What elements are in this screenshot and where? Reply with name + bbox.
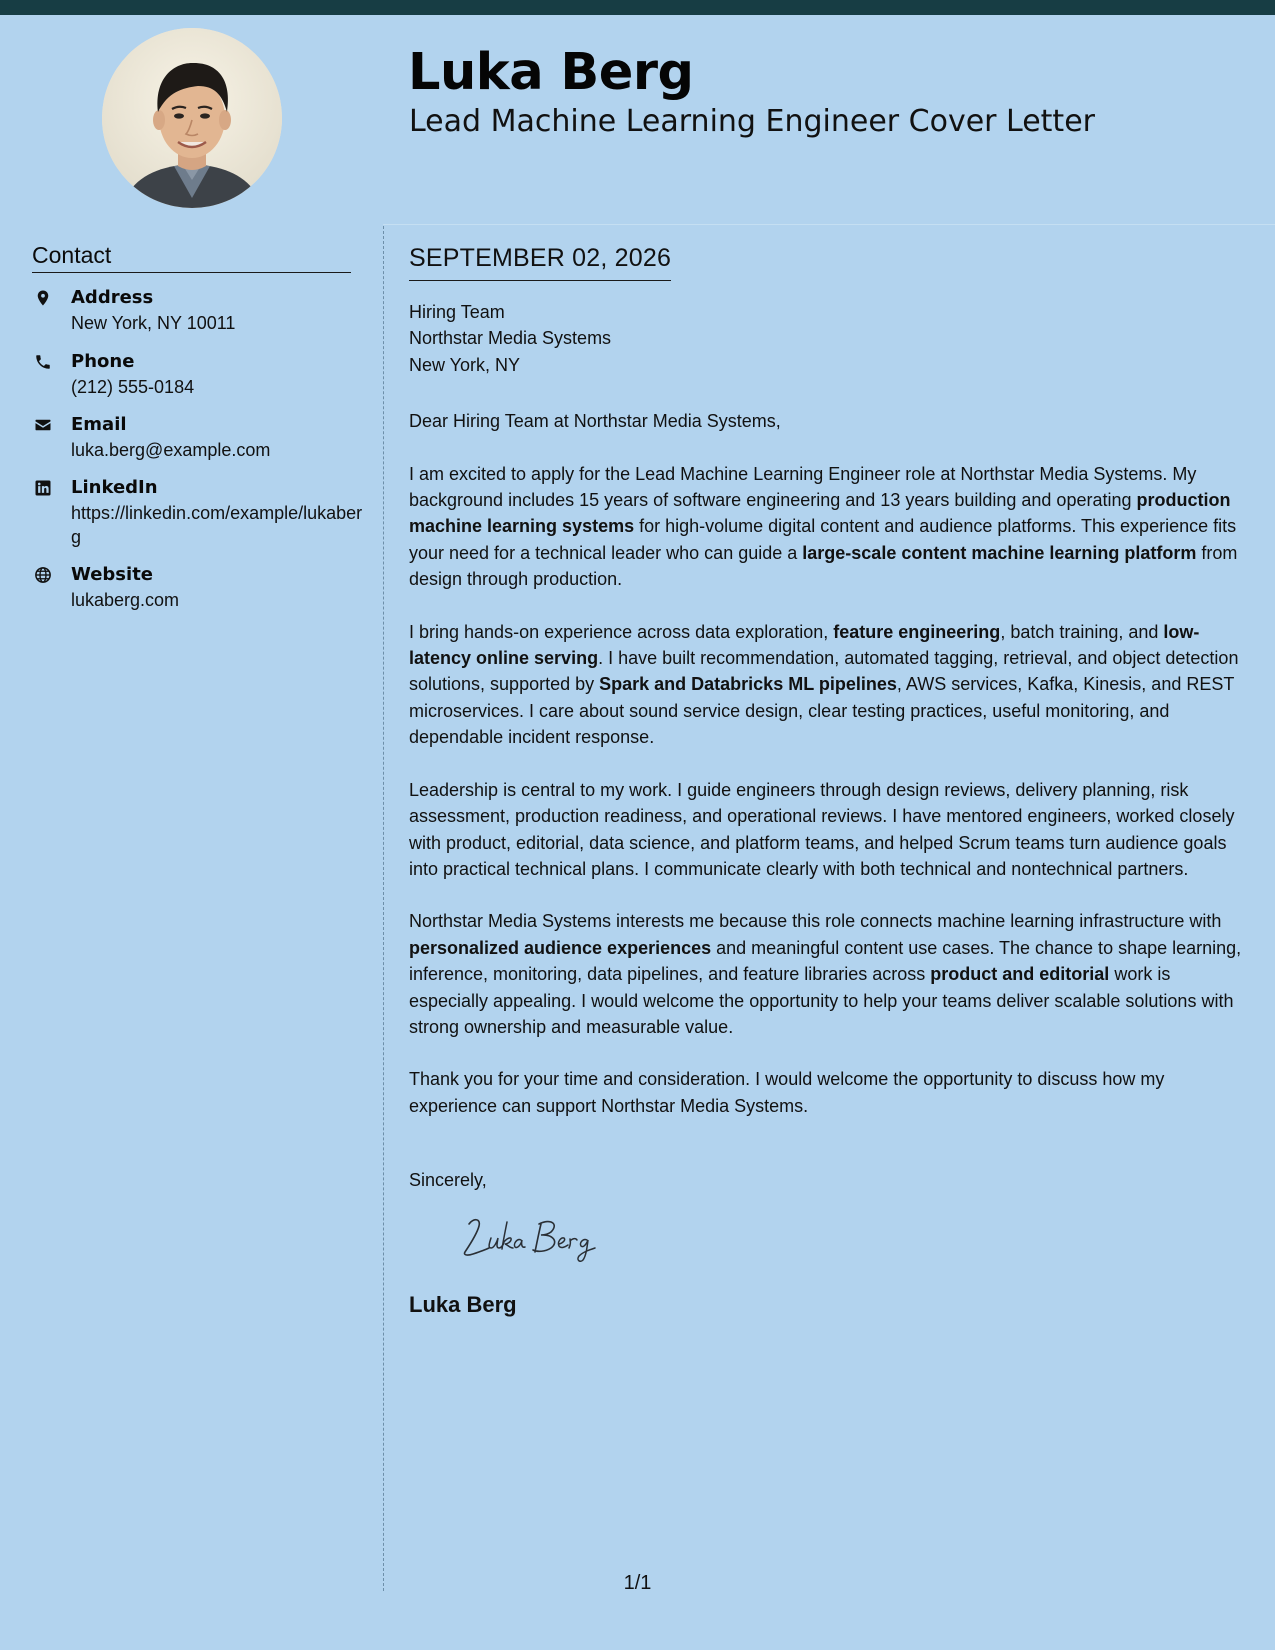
paragraph-text: Northstar Media Systems interests me because this role connects machine learning infrastructure with [409,911,1222,932]
website-value[interactable]: lukaberg.com [71,590,180,610]
emphasized-phrase: Spark and Databricks ML pipelines [599,674,897,695]
document-subtitle: Lead Machine Learning Engineer Cover Letter [409,104,1095,139]
emphasized-phrase: large-scale content machine learning platform [802,542,1197,563]
linkedin-label: LinkedIn [71,477,158,498]
paragraph-text: , AWS services, Kafka, Kinesis, and REST microservices. I care about sound service design, clear testing practices, useful monitoring, and dependable incident response. [409,674,1235,748]
globe-icon [34,566,52,584]
emphasized-phrase: product and editorial [930,964,1110,985]
paragraph-text: from design through production. [409,542,1238,590]
signer-name: Luka Berg [409,1291,517,1317]
paragraph-text: work is especially appealing. I would welcome the opportunity to help your teams deliver scalable solutions with strong ownership and measurable value. [409,964,1234,1037]
emphasized-phrase: production machine learning systems [409,490,1231,537]
phone-icon [34,353,52,371]
paragraph-text: Leadership is central to my work. I guide engineers through design reviews, delivery planning, risk assessment, production readiness, and operational reviews. I have mentored engineers, worked closely with product, editorial, data science, and platform teams, and helped Scrum teams turn audience goals into practical technical plans. I communicate clearly with both technical and nontechnical partners. [409,779,1235,879]
column-divider [383,226,384,1591]
website-label: Website [71,564,154,585]
recipient-line: Hiring Team [409,302,505,322]
paragraph-text: for high-volume digital content and audience platforms. This experience fits your need for a technical leader who can guide a [409,516,1237,563]
letter-greeting: Dear Hiring Team at Northstar Media Systems, [409,411,781,432]
letter-paragraphs [409,461,1254,1120]
letter-paragraph [409,908,1254,1040]
phone-label: Phone [71,351,135,372]
linkedin-icon [34,479,52,497]
top-accent-bar [0,0,1275,15]
recipient-block [409,299,1254,378]
applicant-name-heading: Luka Berg [408,43,694,102]
paragraph-text: Thank you for your time and consideration. I would welcome the opportunity to discuss how my experience can support Northstar Media Systems. [409,1069,1165,1116]
letter-paragraph [409,777,1254,883]
letter-paragraph [409,461,1254,593]
handwritten-signature [455,1212,635,1264]
email-value[interactable]: luka.berg@example.com [71,440,271,460]
phone-value: (212) 555-0184 [71,377,195,397]
emphasized-phrase: personalized audience experiences [409,937,712,958]
linkedin-value[interactable]: https://linkedin.com/example/lukaberg [71,503,363,547]
letter-paragraph [409,619,1254,751]
paragraph-text: , batch training, and [1000,621,1164,642]
sign-off: Sincerely, [409,1170,487,1191]
address-value: New York, NY 10011 [71,313,236,333]
letter-paragraph [409,1066,1254,1119]
profile-photo [102,28,282,208]
page-number: 1/1 [623,1572,652,1594]
paragraph-text: and meaningful content use cases. The chance to shape learning, inference, monitoring, data pipelines, and feature libraries across [409,937,1242,985]
recipient-line: New York, NY [409,354,521,375]
email-label: Email [71,414,127,435]
paragraph-text: I bring hands-on experience across data exploration, [409,621,834,642]
map-pin-icon [34,289,52,307]
emphasized-phrase: low-latency online serving [409,621,1200,669]
letter-body [409,240,1254,1320]
envelope-icon [34,416,52,434]
header-divider [383,224,1275,225]
address-label: Address [71,287,154,308]
paragraph-text: I am excited to apply for the Lead Machine Learning Engineer role at Northstar Media Systems. My background includes 15 years of software engineering and 13 years building and operating [409,463,1197,511]
recipient-line: Northstar Media Systems [409,328,612,349]
letter-date: SEPTEMBER 02, 2026 [409,240,671,281]
contact-heading: Contact [32,240,351,273]
emphasized-phrase: feature engineering [833,621,1001,642]
paragraph-text: . I have built recommendation, automated tagging, retrieval, and object detection solutions, supported by [409,648,1239,695]
